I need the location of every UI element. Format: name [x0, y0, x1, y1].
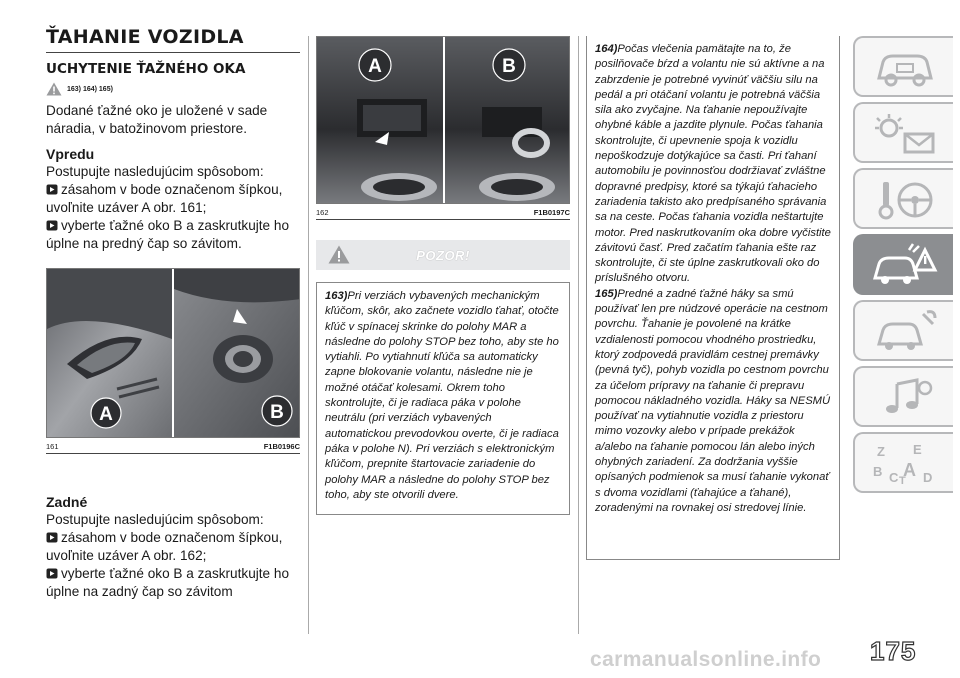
svg-text:A: A: [903, 459, 916, 480]
multimedia-music-icon: [869, 374, 939, 420]
tab-index[interactable]: [853, 432, 953, 493]
svg-text:D: D: [923, 469, 933, 485]
svg-text:C: C: [889, 469, 899, 485]
front-step-2: vyberte ťažné oko B a zaskrutkujte ho úplne na predný čap so závitom.: [46, 218, 290, 251]
figure-code: F1B0196C: [263, 442, 300, 451]
figure-code: F1B0197C: [533, 208, 570, 217]
tab-dashboard[interactable]: [853, 36, 953, 97]
figure-161-caption: [46, 442, 300, 451]
bullet-arrow-icon: [46, 532, 58, 543]
caption-rule: [316, 219, 570, 220]
figure-161-label-a: A: [99, 404, 113, 425]
car-dashboard-icon: [869, 44, 939, 90]
page-number: 175: [870, 636, 917, 666]
figure-161-label-b: B: [270, 402, 284, 423]
warning-triangle-icon: [328, 245, 350, 264]
key-steering-wheel-icon: [869, 176, 939, 222]
rear-lead: Postupujte nasledujúcim spôsobom:: [46, 512, 264, 527]
rear-step-1: zásahom v bode označenom šípkou, uvoľnite uzáver A obr. 162;: [46, 530, 283, 563]
warning-title: POZOR!: [416, 247, 470, 263]
front-heading: Vpredu: [46, 146, 95, 162]
page-title: ŤAHANIE VOZIDLA: [46, 26, 244, 48]
front-bumper-illustration: [47, 269, 300, 438]
figure-161-photo: [46, 268, 300, 438]
left-column: [46, 26, 300, 454]
svg-text:Z: Z: [877, 443, 885, 459]
warning-lights-envelope-icon: [869, 110, 939, 156]
chapter-tabs: [853, 36, 960, 498]
index-letters-icon: [869, 440, 939, 486]
figure-162-photo: [316, 36, 570, 204]
caption-rule: [46, 453, 300, 454]
column-divider: [308, 36, 309, 634]
figure-number: 162: [316, 208, 329, 217]
rear-heading: Zadné: [46, 494, 88, 510]
column-divider: [578, 36, 579, 634]
watermark: carmanualsonline.info: [590, 648, 822, 671]
rear-step-2: vyberte ťažné oko B a zaskrutkujte ho úplne na zadný čap so závitom: [46, 566, 290, 599]
bullet-arrow-icon: [46, 184, 58, 195]
warning-triangle-icon: [46, 82, 62, 96]
svg-text:B: B: [873, 463, 883, 479]
warning-box: [316, 282, 570, 515]
bullet-arrow-icon: [46, 220, 58, 231]
right-column: [586, 36, 840, 560]
rear-instructions: [46, 486, 300, 601]
bullet-arrow-icon: [46, 568, 58, 579]
reference-numbers: 163) 164) 165): [67, 85, 113, 93]
section-subtitle: UCHYTENIE ŤAŽNÉHO OKA: [46, 61, 246, 77]
intro-paragraph: Dodané ťažné oko je uložené v sade náradia, v batožinovom priestore.: [46, 103, 268, 136]
title-rule: [46, 52, 300, 53]
figure-162-label-b: B: [502, 56, 516, 77]
tab-service[interactable]: [853, 300, 953, 361]
warning-note-163: 163)Pri verziách vybavených mechanickým kľúčom, skôr, ako začnete vozidlo ťahať, otočte kľúč v spínacej skrinke do polohy MAR a následne do polohy STOP bez toho, aby ste ho vytiahli. Po vytiahnutí kľúča sa automaticky zapne blokovanie volantu, následne nie je možné otáčať kolesami. Okrem toho skontrolujte, či je radiaca páka v polohe neutrálu (pri verziách vybavených automatickou prevodovkou overte, či je radiaca páka v polohe N). Pri verziách s elektronickým kľúčom, prepnite štartovacie zariadenie do polohy MAR a následne do polohy STOP bez toho, aby ste otvorili dvere.: [325, 290, 559, 501]
figure-number: 161: [46, 442, 59, 451]
front-step-1: zásahom v bode označenom šípkou, uvoľnite uzáver A obr. 161;: [46, 182, 283, 215]
rear-bumper-illustration: [317, 37, 570, 204]
middle-column: [316, 36, 570, 515]
tab-warning-lights[interactable]: [853, 102, 953, 163]
figure-162-caption: [316, 208, 570, 217]
tab-emergency[interactable]: [853, 234, 953, 295]
svg-text:E: E: [913, 441, 922, 457]
warning-note-164: 164)Počas vlečenia pamätajte na to, že posilňovače bŕzd a volantu nie sú aktívne a na zabrzdenie je potrebné vyvinúť väčšiu silu na pedál a pri otáčaní volantu je potrebná väčšia sila ako zvyčajne. Na ťahanie nepoužívajte ohybné káble a jazdite plynule. Počas ťahania skontrolujte, či upevnenie spoja k vozidlu nepoškodzuje dotýkajúce sa časti. Pri ťahaní automobilu je povinnosťou dodržiavať zvláštne dopravné predpisy, ktoré sa týkajú ťahacieho zariadenia takisto ako predpísaného správania sa na ceste. Počas ťahania vozidla neštartujte motor. Pred naskrutkovaním oka dobre vyčistite závitovú časť. Pred začatím ťahania ešte raz skontrolujte, či ste úplne zaskrutkovali oko do príslušného otvoru.: [595, 43, 831, 285]
warning-header: [316, 240, 570, 270]
tab-multimedia[interactable]: [853, 366, 953, 427]
warning-note-165: 165)Predné a zadné ťažné háky sa smú používať len pre núdzové operácie na cestnom povrchu. Ťahanie je povolené na krátke vzdialenosti pomocou vhodného prostriedku, ktorý zodpovedá pravidlám cestnej premávky (pevná tyč), pohyb vozidla po cestnom povrchu za účelom prípravy na ťahanie či prepravu pomocou nákladného vozidla. Háky sa NESMÚ používať na vytiahnutie vozidla z priestoru mimo vozovky alebo v prípade prekážok a/alebo na ťahanie pomocou lán alebo iných ohybných zariadení. Za dodržania vyššie opísaných podmienok sa musí ťahanie vykonať s dvoma vozidlami (ťahajúce a ťahané), zoradenými na rovnakej osi stredovej línie.: [595, 287, 831, 514]
front-lead: Postupujte nasledujúcim spôsobom:: [46, 164, 264, 179]
figure-162-label-a: A: [368, 56, 382, 77]
tab-start-driving[interactable]: [853, 168, 953, 229]
car-service-icon: [869, 308, 939, 354]
warning-references: [46, 82, 300, 96]
breakdown-car-icon: [869, 242, 939, 288]
svg-text:T: T: [899, 474, 906, 486]
